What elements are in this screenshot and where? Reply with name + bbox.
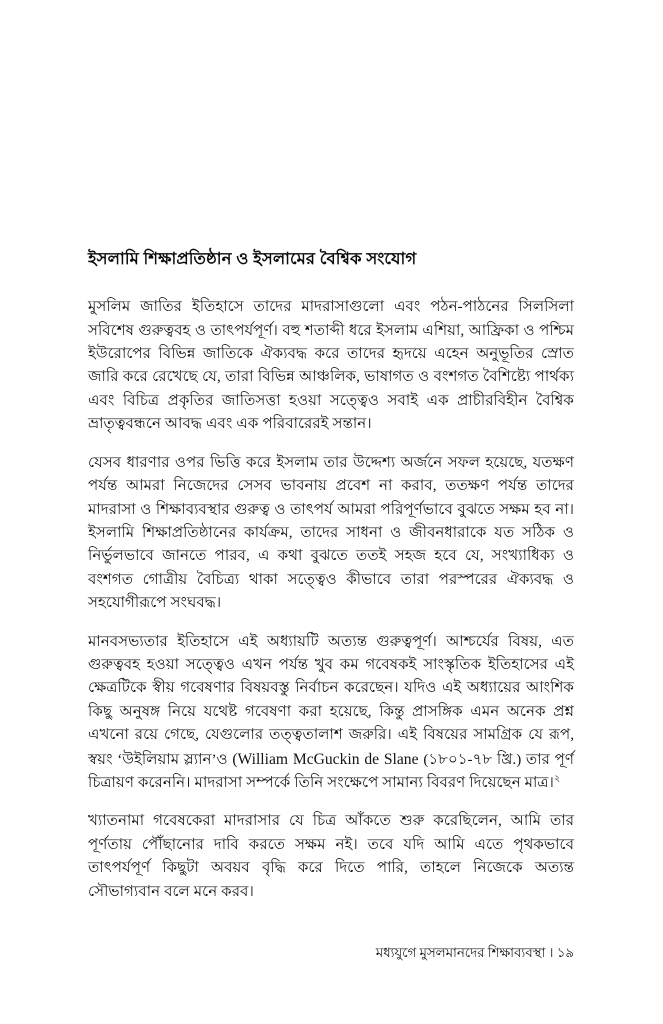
paragraph-3-segment-latin-name: (William McGuckin de Slane <box>232 750 424 768</box>
body-paragraph-2: যেসব ধারণার ওপর ভিত্তি করে ইসলাম তার উদ্দেশ্য অর্জনে সফল হয়েছে, যতক্ষণ পর্যন্ত আমরা নিজেদের সেসব ভাবনায় প্রবেশ না করাব, ততক্ষণ পর্যন্ত তাদের মাদরাসা ও শিক্ষাব্যবস্থার গুরুত্ব ও তাৎপর্য আমরা পরিপূর্ণভাবে বুঝতে সক্ষম হব না। ইসলামি শিক্ষাপ্রতিষ্ঠানের কার্যক্রম, তাদের সাধনা ও জীবনধারাকে যত সঠিক ও নির্ভুলভাবে জানতে পারব, এ কথা বুঝতে ততই সহজ হবে যে, সংখ্যাধিক্য ও বংশগত গোত্রীয় বৈচিত্র্য থাকা সত্ত্বেও কীভাবে তারা পরস্পরের ঐক্যবদ্ধ ও সহযোগীরূপে সংঘবদ্ধ। <box>88 454 574 612</box>
paragraph-3-segment-bangla-1: মানবসভ্যতার ইতিহাসে এই অধ্যায়টি অত্যন্ত গুরুত্বপূর্ণ। আশ্চর্যের বিষয়, এত গুরুত্ববহ হওয়া সত্ত্বেও এখন পর্যন্ত খুব কম গবেষকই সাংস্কৃতিক ইতিহাসের এই ক্ষেত্রটিকে স্বীয় গবেষণার বিষয়বস্তু নির্বাচন করেছেন। যদিও এই অধ্যায়ের আংশিক কিছু অনুষঙ্গ নিয়ে যথেষ্ট গবেষণা করা হয়েছে, কিন্তু প্রাসঙ্গিক এমন অনেক প্রশ্ন এখনো রয়ে গেছে, যেগুলোর তত্ত্বতালাশ জরুরি। এই বিষয়ের সামগ্রিক যে রূপ, স্বয়ং ‘উইলিয়াম স্ল্যান’ও <box>88 633 574 768</box>
chapter-heading: ইসলামি শিক্ষাপ্রতিষ্ঠান ও ইসলামের বৈশ্বিক সংযোগ <box>88 250 417 268</box>
paragraph-3-segment-bangla-2: (১৮০১-৭৮ খ্রি.) তার পূর্ণ চিত্রায়ণ করেননি। মাদরাসা সম্পর্কে তিনি সংক্ষেপে সামান্য বিবরণ দিয়েছেন মাত্র। <box>88 751 574 791</box>
body-paragraph-3 <box>88 631 574 796</box>
body-paragraph-1: মুসলিম জাতির ইতিহাসে তাদের মাদরাসাগুলো এবং পঠন-পাঠনের সিলসিলা সবিশেষ গুরুত্ববহ ও তাৎপর্যপূর্ণ। বহু শতাব্দী ধরে ইসলাম এশিয়া, আফ্রিকা ও পশ্চিম ইউরোপের বিভিন্ন জাতিকে ঐক্যবদ্ধ করে তাদের হৃদয়ে এহেন অনুভূতির স্রোত জারি করে রেখেছে যে, তারা বিভিন্ন আঞ্চলিক, ভাষাগত ও বংশগত বৈশিষ্ট্যে পার্থক্য এবং বিচিত্র প্রকৃতির জাতিসত্তা হওয়া সত্ত্বেও সবাই এক প্রাচীরবিহীন বৈশ্বিক ভ্রাতৃত্ববন্ধনে আবদ্ধ এবং এক পরিবারেরই সন্তান। <box>88 299 574 433</box>
body-paragraph-4: খ্যাতনামা গবেষকেরা মাদরাসার যে চিত্র আঁকতে শুরু করেছিলেন, আমি তার পূর্ণতায় পৌঁছানোর দাবি করতে সক্ষম নই। তবে যদি আমি এতে পৃথকভাবে তাৎপর্যপূর্ণ কিছুটা অবয়ব বৃদ্ধি করে দিতে পারি, তাহলে নিজেকে অত্যন্ত সৌভাগ্যবান বলে মনে করব। <box>88 813 574 900</box>
footnote-reference-marker: ২ <box>553 773 561 784</box>
page-text-column <box>88 248 574 904</box>
running-footer: মধ্যযুগে মুসলমানদের শিক্ষাব্যবস্থা । ১৯ <box>375 945 574 960</box>
